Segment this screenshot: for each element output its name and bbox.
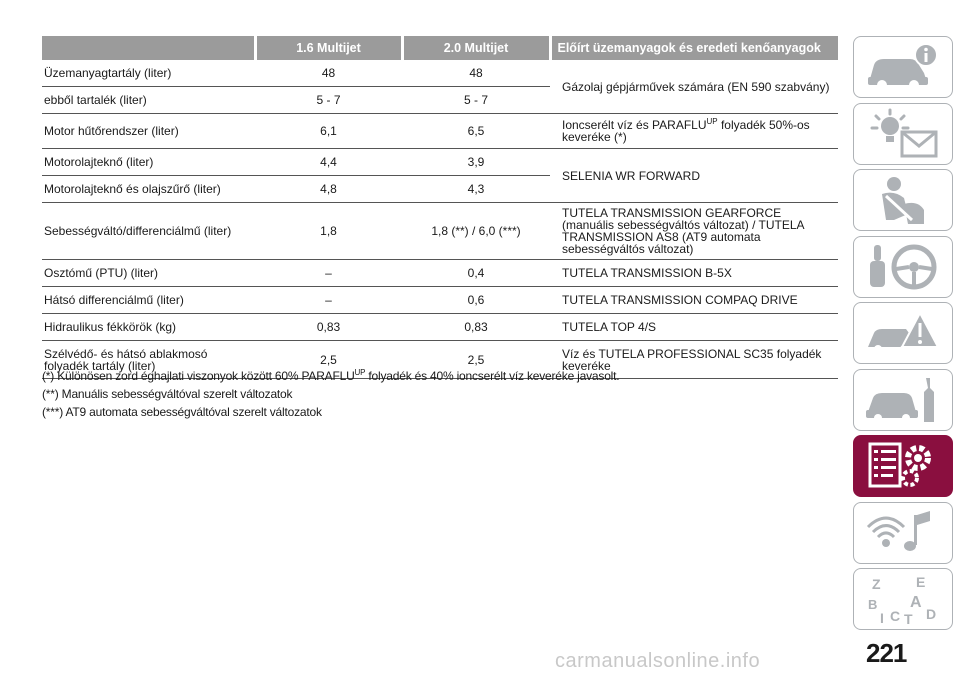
value-1-6: 0,83 <box>255 314 402 341</box>
value-2-0: 4,3 <box>402 176 550 203</box>
tab-multimedia[interactable] <box>853 502 953 564</box>
value-1-6: 4,4 <box>255 149 402 176</box>
emergency-icon <box>864 307 942 359</box>
value-1-6: 1,8 <box>255 203 402 260</box>
tab-index[interactable] <box>853 568 953 630</box>
multimedia-icon <box>864 507 942 559</box>
maintenance-icon <box>864 374 942 426</box>
index-letter: E <box>916 574 926 590</box>
header-empty <box>42 36 255 60</box>
value-1-6: 48 <box>255 60 402 87</box>
value-2-0: 0,6 <box>402 287 550 314</box>
value-1-6: 5 - 7 <box>255 87 402 114</box>
spec-coolant <box>550 114 838 149</box>
tab-safety[interactable] <box>853 169 953 231</box>
page-number: 221 <box>866 638 907 668</box>
value-1-6: – <box>255 287 402 314</box>
footnote-1-post: folyadék és 40% ioncserélt víz keveréke javasolt. <box>368 369 620 383</box>
chapter-sidebar <box>853 36 955 635</box>
value-2-0: 3,9 <box>402 149 550 176</box>
row-label: Sebességváltó/differenciálmű (liter) <box>42 203 255 260</box>
index-letter: D <box>926 606 937 622</box>
index-letter: T <box>904 611 913 625</box>
tab-starting-driving[interactable] <box>853 236 953 298</box>
value-1-6: 6,1 <box>255 114 402 149</box>
spec-fuel: Gázolaj gépjárművek számára (EN 590 szabvány) <box>550 60 838 114</box>
footnote-3: (***) AT9 automata sebességváltóval szerelt változatok <box>42 405 322 419</box>
index-icon <box>864 573 942 625</box>
value-2-0: 0,83 <box>402 314 550 341</box>
spec-ptu: TUTELA TRANSMISSION B-5X <box>550 260 838 287</box>
tab-maintenance[interactable] <box>853 369 953 431</box>
table-row <box>42 60 838 87</box>
row-label: Motorolajteknő (liter) <box>42 149 255 176</box>
row-label: Üzemanyagtartály (liter) <box>42 60 255 87</box>
row-label: ebből tartalék (liter) <box>42 87 255 114</box>
row-label: Motorolajteknő és olajszűrő (liter) <box>42 176 255 203</box>
row-label: Hátsó differenciálmű (liter) <box>42 287 255 314</box>
coolant-sup: UP <box>706 117 718 126</box>
coolant-text-post: folyadék 50%-os keveréke (*) <box>562 118 810 144</box>
spec-gearbox: TUTELA TRANSMISSION GEARFORCE (manuális sebességváltós változat) / TUTELA TRANSMISSION AS8 (AT9 automata sebességváltós változat) <box>550 203 838 260</box>
row-label: Motor hűtőrendszer (liter) <box>42 114 255 149</box>
value-2-0: 48 <box>402 60 550 87</box>
tab-technical-data[interactable] <box>853 435 953 497</box>
table-row <box>42 287 838 314</box>
footnotes <box>42 367 619 421</box>
index-letter: C <box>890 608 901 624</box>
value-1-6: 2,5 <box>255 341 402 379</box>
car-info-icon <box>864 41 942 93</box>
safety-icon <box>864 174 942 226</box>
capacities-table <box>42 36 838 379</box>
technical-data-icon <box>864 440 942 492</box>
value-2-0: 5 - 7 <box>402 87 550 114</box>
value-2-0: 1,8 (**) / 6,0 (***) <box>402 203 550 260</box>
row-label: Hidraulikus fékkörök (kg) <box>42 314 255 341</box>
footnote-1-pre: (*) Különösen zord éghajlati viszonyok között 60% PARAFLU <box>42 369 355 383</box>
table-row <box>42 203 838 260</box>
tab-warning-lights[interactable] <box>853 103 953 165</box>
spec-brake: TUTELA TOP 4/S <box>550 314 838 341</box>
warning-lights-icon <box>864 108 942 160</box>
value-1-6: 4,8 <box>255 176 402 203</box>
spec-oil: SELENIA WR FORWARD <box>550 149 838 203</box>
table-row <box>42 114 838 149</box>
row-label: Osztómű (PTU) (liter) <box>42 260 255 287</box>
tab-car-info[interactable] <box>853 36 953 98</box>
header-fluids: Előírt üzemanyagok és eredeti kenőanyagok <box>550 36 838 60</box>
index-letter: B <box>868 597 878 612</box>
header-2-0-multijet: 2.0 Multijet <box>402 36 550 60</box>
value-1-6: – <box>255 260 402 287</box>
value-2-0: 2,5 <box>402 341 550 379</box>
tab-emergency[interactable] <box>853 302 953 364</box>
index-letter: I <box>880 610 884 625</box>
index-letter: A <box>910 594 922 611</box>
footnote-2: (**) Manuális sebességváltóval szerelt változatok <box>42 387 293 401</box>
spec-washer: Víz és TUTELA PROFESSIONAL SC35 folyadék keveréke <box>550 341 838 379</box>
capacities-table-wrap <box>42 36 838 379</box>
coolant-text-pre: Ioncserélt víz és PARAFLU <box>562 118 707 132</box>
header-1-6-multijet: 1.6 Multijet <box>255 36 402 60</box>
footnote-1-sup: UP <box>354 368 366 377</box>
value-2-0: 6,5 <box>402 114 550 149</box>
spec-rear-diff: TUTELA TRANSMISSION COMPAQ DRIVE <box>550 287 838 314</box>
table-header-row <box>42 36 838 60</box>
table-row <box>42 260 838 287</box>
footnote-1 <box>42 367 619 385</box>
table-row <box>42 149 838 176</box>
starting-driving-icon <box>864 241 942 293</box>
watermark: carmanualsonline.info <box>555 650 761 672</box>
index-letter: Z <box>872 576 881 592</box>
table-row <box>42 314 838 341</box>
row-label: Szélvédő- és hátsó ablakmosó folyadék tartály (liter) <box>42 341 255 379</box>
value-2-0: 0,4 <box>402 260 550 287</box>
